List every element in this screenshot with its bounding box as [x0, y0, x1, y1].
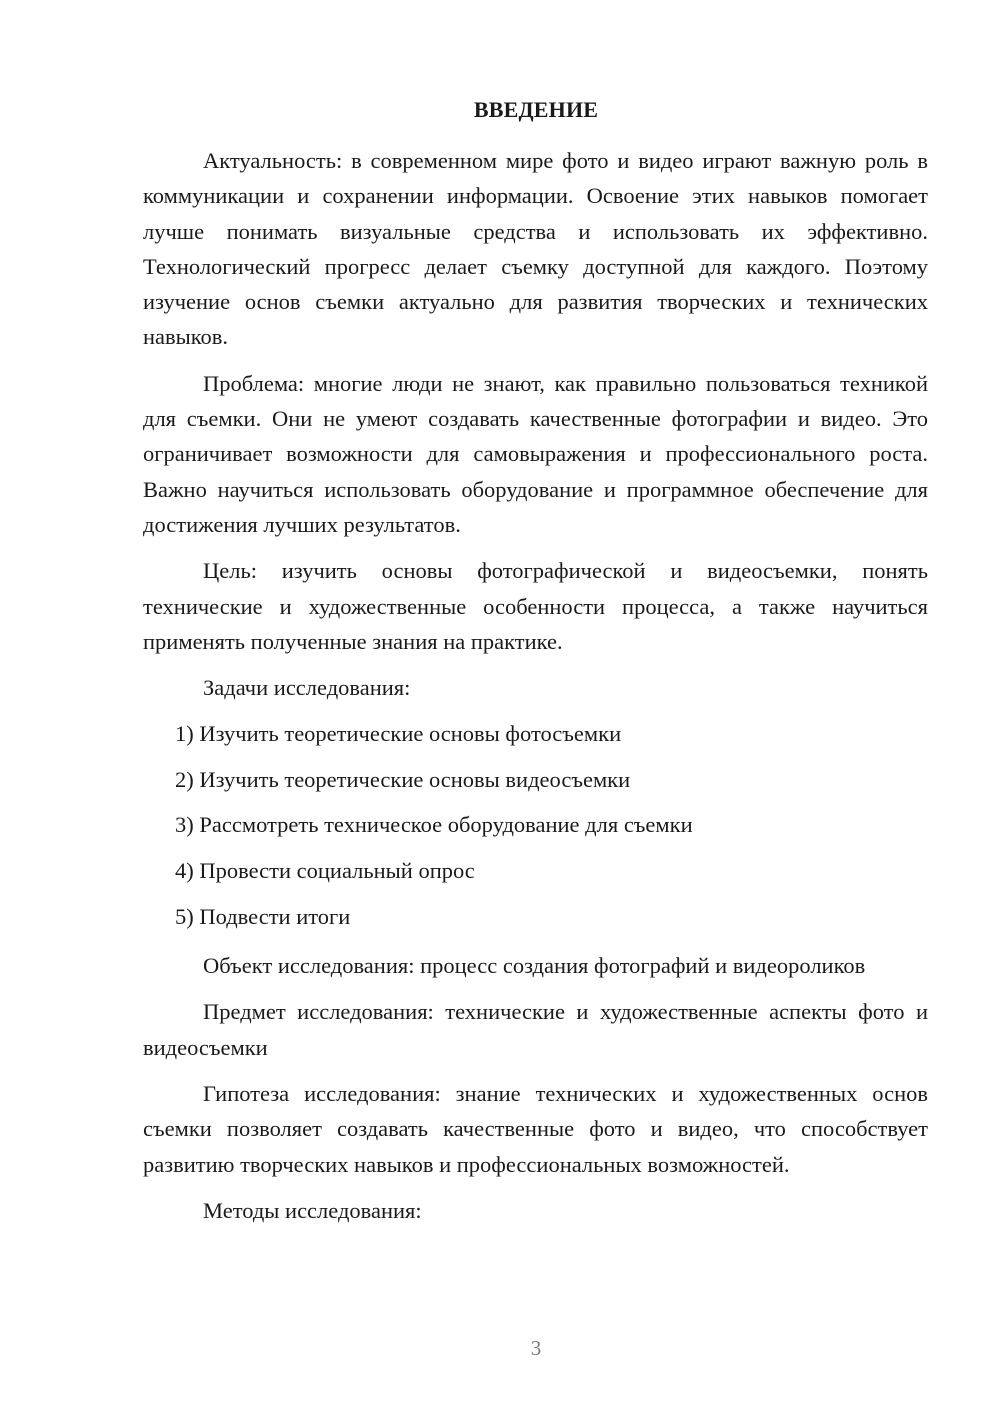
task-item-4: 4) Провести социальный опрос [175, 857, 475, 883]
paragraph-relevance: Актуальность: в современном мире фото и видео играют важную роль в коммуникации и сохранении информации. Освоение этих навыков помогает лучше понимать визуальные средства и использовать их эффективно. Технологический прогресс делает съемку доступной для каждого. Поэтому изучение основ съемки актуально для развития творческих и технических навыков. [143, 148, 928, 350]
paragraph-methods: Методы исследования: [203, 1197, 422, 1223]
paragraph-object: Объект исследования: процесс создания фотографий и видеороликов [203, 953, 866, 979]
paragraph-hypothesis: Гипотеза исследования: знание технических и художественных основ съемки позволяет создавать качественные фото и видео, что способствует развитию творческих навыков и профессиональных возможностей. [143, 1081, 928, 1177]
task-item-3: 3) Рассмотреть техническое оборудование для съемки [175, 812, 693, 838]
document-body [143, 143, 928, 1239]
task-item-5: 5) Подвести итоги [175, 903, 351, 929]
task-item-1: 1) Изучить теоретические основы фотосъемки [175, 721, 622, 747]
tasks-heading: Задачи исследования: [203, 675, 411, 701]
paragraph-problem: Проблема: многие люди не знают, как правильно пользоваться техникой для съемки. Они не умеют создавать качественные фотографии и видео. Это ограничивает возможности для самовыражения и профессионального роста. Важно научиться использовать оборудование и программное обеспечение для достижения лучших результатов. [143, 370, 928, 537]
page-number: 3 [530, 1336, 542, 1360]
tasks-list [143, 716, 928, 934]
paragraph-subject: Предмет исследования: технические и художественные аспекты фото и видеосъемки [143, 999, 928, 1060]
section-title: ВВЕДЕНИЕ [473, 97, 599, 122]
task-item-2: 2) Изучить теоретические основы видеосъемки [175, 766, 631, 792]
paragraph-goal: Цель: изучить основы фотографической и видеосъемки, понять технические и художественные особенности процесса, а также научиться применять полученные знания на практике. [143, 558, 928, 654]
